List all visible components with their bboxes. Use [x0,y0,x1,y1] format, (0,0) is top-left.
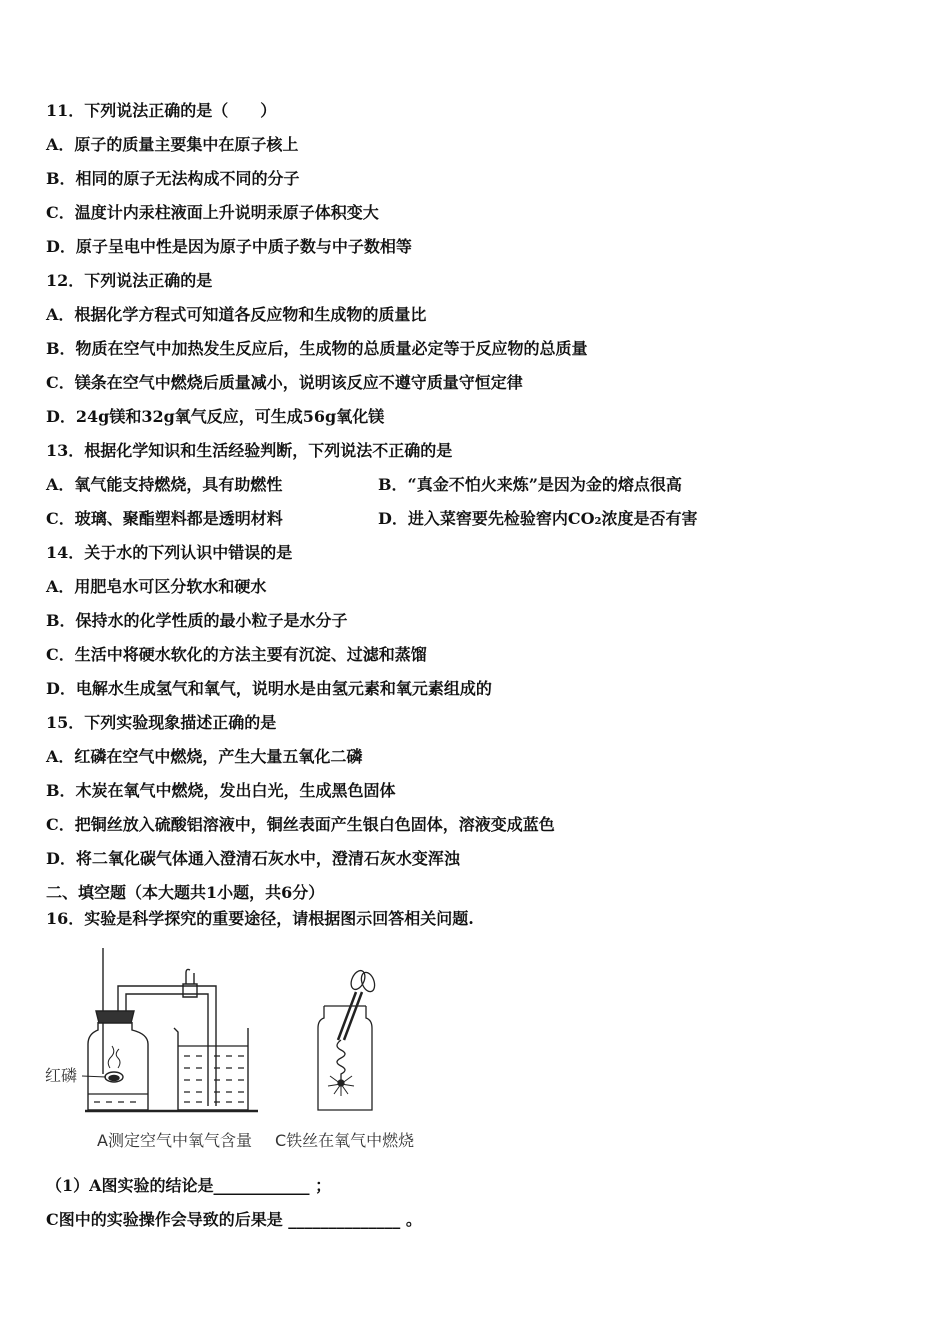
caption-a: A测定空气中氧气含量 [97,1131,252,1150]
beaker-water [178,1046,248,1102]
rubber-stopper [96,1011,134,1023]
question-15-option-a: A．红磷在空气中燃烧，产生大量五氧化二磷 [46,747,363,766]
question-15-option-c: C．把铜丝放入硫酸铝溶液中，铜丝表面产生银白色固体，溶液变成蓝色 [46,815,555,834]
question-12-option-b: B．物质在空气中加热发生反应后，生成物的总质量必定等于反应物的总质量 [46,339,588,358]
question-16-sub-2: C图中的实验操作会导致的后果是 ______________ 。 [46,1210,422,1229]
question-12-stem: 12．下列说法正确的是 [46,271,213,290]
question-14-option-c: C．生活中将硬水软化的方法主要有沉淀、过滤和蒸馏 [46,645,427,664]
question-16-stem: 16．实验是科学探究的重要途径，请根据图示回答相关问题. [46,909,474,928]
gas-bottle [88,1022,148,1110]
question-12-option-d: D．24g镁和32g氧气反应，可生成56g氧化镁 [46,407,385,426]
tongs-arms [338,992,362,1040]
burning-tip [338,1080,344,1086]
question-11-stem: 11．下列说法正确的是（ ） [46,101,277,120]
question-14-option-d: D．电解水生成氢气和氧气，说明水是由氢元素和氧元素组成的 [46,679,492,698]
question-16-sub-1: （1）A图实验的结论是____________ ； [46,1176,332,1195]
question-13-options-row-1 [46,468,698,502]
question-14-option-b: B．保持水的化学性质的最小粒子是水分子 [46,611,348,630]
glass-tube-inner [126,994,208,1106]
question-16-subquestions [46,1169,422,1237]
question-13-option-b: B．“真金不怕火来炼”是因为金的熔点很高 [378,475,682,494]
caption-c: C铁丝在氧气中燃烧 [275,1131,415,1150]
label-red-phosphorus: 红磷 [45,1066,78,1085]
question-13-stem: 13．根据化学知识和生活经验判断，下列说法不正确的是 [46,441,453,460]
beaker [174,1028,248,1110]
spring-clip [183,969,197,997]
question-15-option-d: D．将二氧化碳气体通入澄清石灰水中，澄清石灰水变浑浊 [46,849,460,868]
question-15-stem: 15．下列实验现象描述正确的是 [46,713,277,732]
question-12-option-a: A．根据化学方程式可知道各反应物和生成物的质量比 [46,305,427,324]
bottle-water [88,1094,148,1102]
question-13-option-a: A．氧气能支持燃烧，具有助燃性 [46,475,283,494]
section-2-heading: 二、填空题（本大题共1小题，共6分） [46,883,325,902]
experiment-figure [0,940,450,1160]
red-phosphorus [109,1076,119,1081]
apparatus-c [318,968,377,1110]
apparatus-a [82,948,258,1111]
label-leader-line [82,1076,106,1077]
question-11-option-a: A．原子的质量主要集中在原子核上 [46,135,299,154]
question-14-stem: 14．关于水的下列认识中错误的是 [46,543,293,562]
question-12-option-c: C．镁条在空气中燃烧后质量减小，说明该反应不遵守质量守恒定律 [46,373,523,392]
question-11-option-c: C．温度计内汞柱液面上升说明汞原子体积变大 [46,203,379,222]
question-13-options-row-2 [46,502,698,536]
smoke [108,1046,120,1068]
question-11-option-d: D．原子呈电中性是因为原子中质子数与中子数相等 [46,237,412,256]
question-16 [46,906,474,932]
tongs-handle-right [359,971,377,994]
question-15-option-b: B．木炭在氧气中燃烧，发出白光，生成黑色固体 [46,781,396,800]
question-13-option-d: D．进入菜窖要先检验窖内CO₂浓度是否有害 [378,509,698,528]
question-13-option-c: C．玻璃、聚酯塑料都是透明材料 [46,509,283,528]
iron-wire [337,1040,345,1082]
multiple-choice-section [46,94,698,910]
question-14-option-a: A．用肥皂水可区分软水和硬水 [46,577,267,596]
question-11-option-b: B．相同的原子无法构成不同的分子 [46,169,300,188]
